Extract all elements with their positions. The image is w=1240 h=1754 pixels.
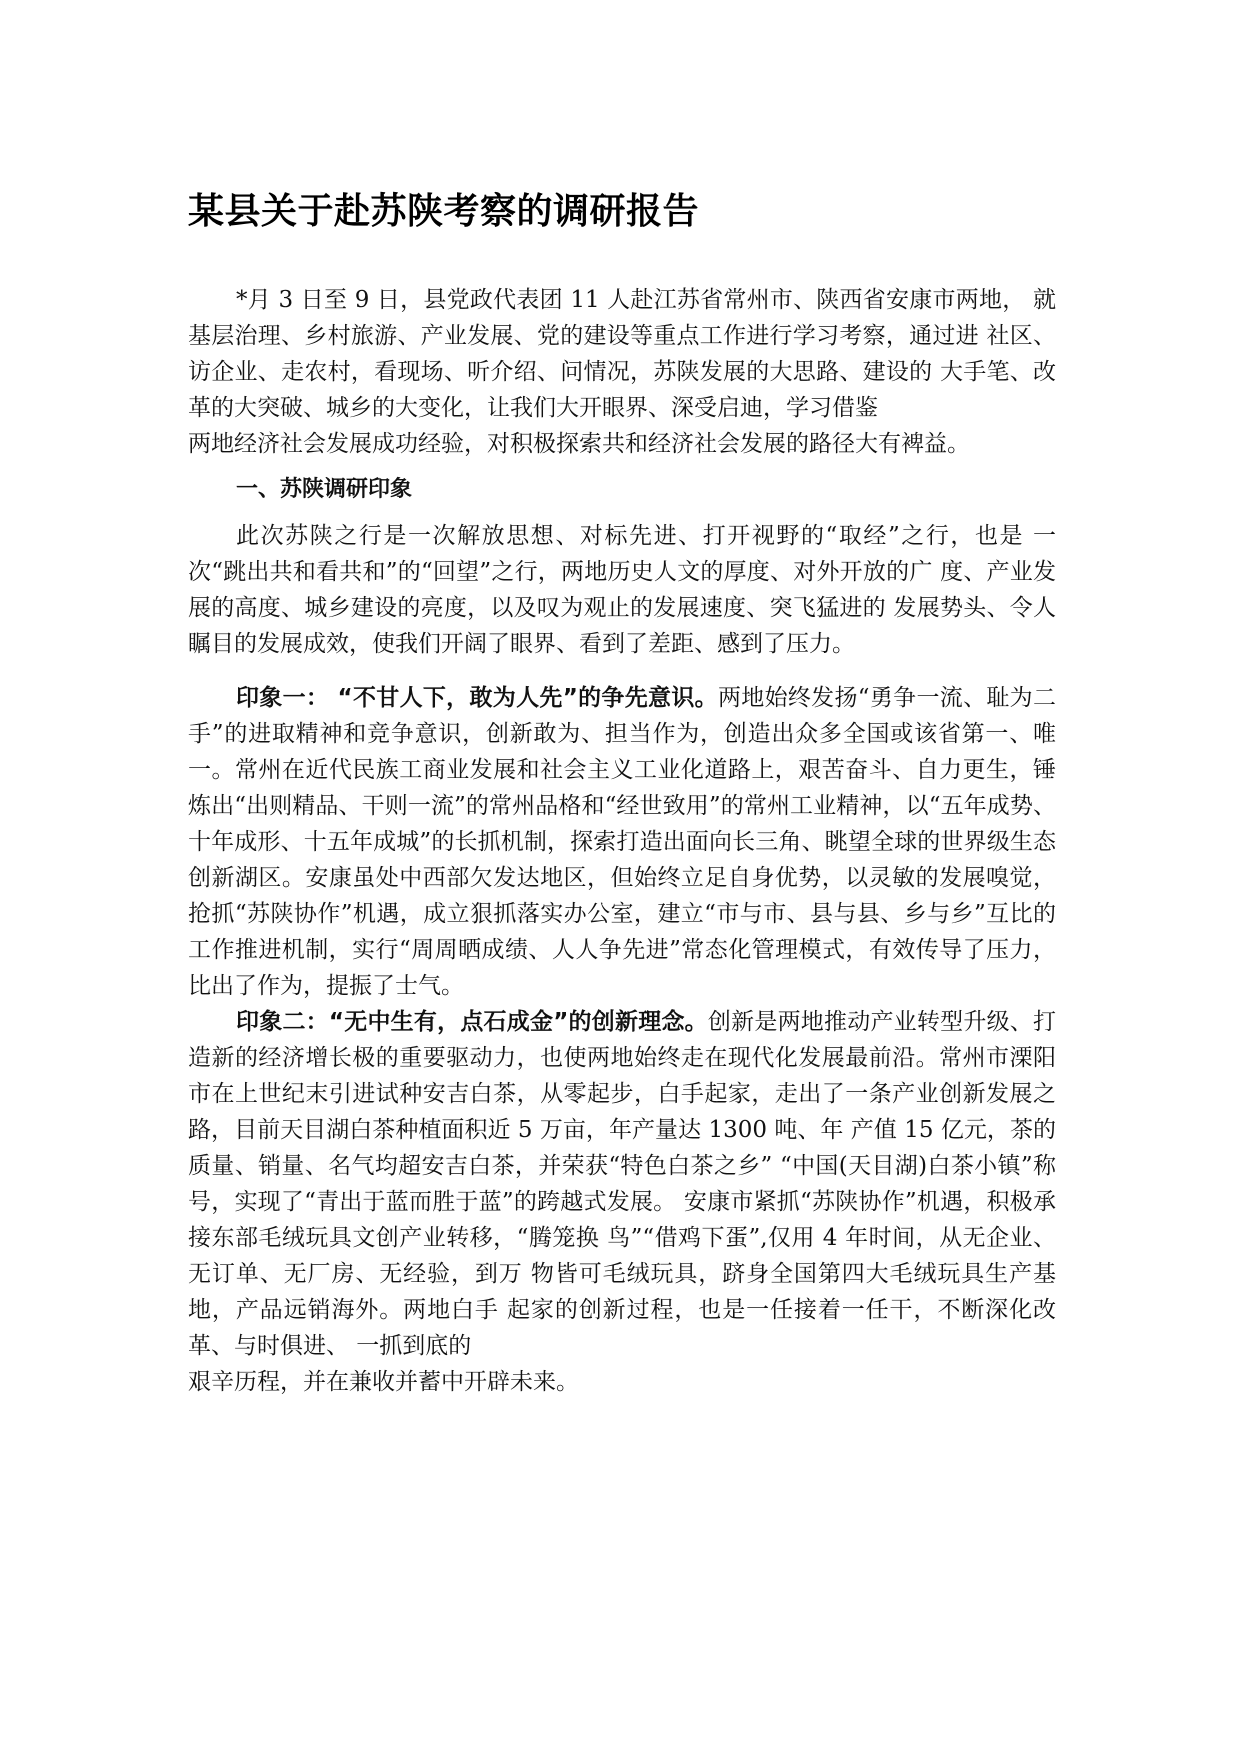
intro-paragraph: *月 3 日至 9 日，县党政代表团 11 人赴江苏省常州市、陕西省安康市两地， 就基层治理、乡村旅游、产业发展、党的建设等重点工作进行学习考察，通过进 社区、访企业、走农村，看现场、听介绍、问情况，苏陕发展的大思路、建设的 大手笔、改革的大突破、城乡的大变化，让我们大开眼界、深受启迪，学习借鉴	[188, 287, 1056, 421]
impression-two-lead: 印象二：“无中生有，点石成金”的创新理念。	[236, 1009, 708, 1035]
document-body	[188, 188, 1056, 1400]
impression-one-lead: 印象一： “不甘人下，敢为人先”的争先意识。	[236, 685, 718, 711]
intro-paragraph-continued: 两地经济社会发展成功经验，对积极探索共和经济社会发展的路径大有裨益。	[188, 431, 970, 457]
section-heading: 一、苏陕调研印象	[236, 477, 413, 502]
impression-two-paragraph	[188, 1004, 1056, 1364]
document-title: 某县关于赴苏陕考察的调研报告	[188, 191, 700, 232]
impression-one-body: 两地始终发扬“勇争一流、耻为二手”的进取精神和竞争意识，创新敢为、担当作为，创造出众多全国或该省第一、唯一。常州在近代民族工商业发展和社会主义工业化道路上，艰苦奋斗、自力更生，锤炼出“出则精品、干则一流”的常州品格和“经世致用”的常州工业精神，以“五年成势、十年成形、十五年成城”的长抓机制，探索打造出面向长三角、眺望全球的世界级生态创新湖区。安康虽处中西部欠发达地区，但始终立足自身优势，以灵敏的发展嗅觉，抢抓“苏陕协作”机遇，成立狠抓落实办公室，建立“市与市、县与县、乡与乡”互比的工作推进机制，实行“周周晒成绩、人人争先进”常态化管理模式，有效传导了压力，比出了作为，提振了士气。	[188, 685, 1056, 999]
impression-two-paragraph-continued: 艰辛历程，并在兼收并蓄中开辟未来。	[188, 1369, 579, 1395]
spacer	[188, 462, 1056, 472]
impression-two-body: 创新是两地推动产业转型升级、打造新的经济增长极的重要驱动力，也使两地始终走在现代化发展最前沿。常州市溧阳市在上世纪末引进试种安吉白茶，从零起步，白手起家，走出了一条产业创新发展之路，目前天目湖白茶种植面积近 5 万亩，年产量达 1300 吨、年 产值 15 亿元，茶的质量、销量、名气均超安吉白茶，并荣获“特色白茶之乡” “中国(天目湖)白茶小镇”称号，实现了“青出于蓝而胜于蓝”的跨越式发展。 安康市紧抓“苏陕协作”机遇，积极承接东部毛绒玩具文创产业转移，“腾笼换 鸟”“借鸡下蛋”,仅用 4 年时间，从无企业、无订单、无厂房、无经验，到万 物皆可毛绒玩具，跻身全国第四大毛绒玩具生产基地，产品远销海外。两地白手 起家的创新过程，也是一任接着一任干，不断深化改革、与时俱进、 一抓到底的	[188, 1009, 1057, 1359]
spacer	[188, 236, 1056, 282]
impression-one-paragraph	[188, 680, 1056, 1004]
spacer	[188, 662, 1056, 680]
section-paragraph: 此次苏陕之行是一次解放思想、对标先进、打开视野的“取经”之行，也是 一次“跳出共和看共和”的“回望”之行，两地历史人文的厚度、对外开放的广 度、产业发展的高度、城乡建设的亮度，以及叹为观止的发展速度、突飞猛进的 发展势头、令人瞩目的发展成效，使我们开阔了眼界、看到了差距、感到了压力。	[188, 523, 1056, 657]
spacer	[188, 508, 1056, 518]
